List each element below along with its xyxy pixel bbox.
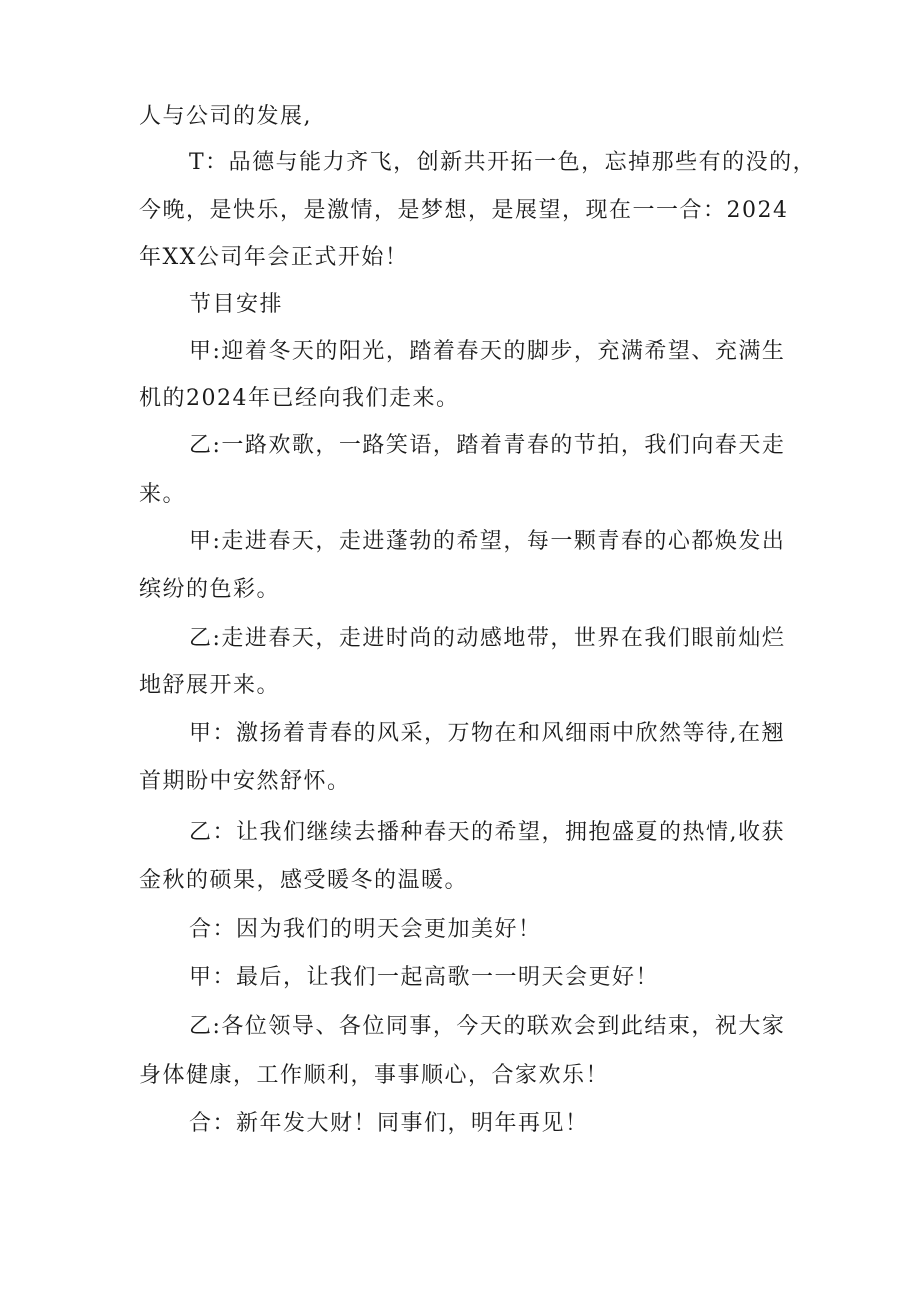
text-line: 今晚，是快乐，是激情，是梦想，是展望，现在一一合：2024 xyxy=(139,198,789,223)
text-line: 甲:迎着冬天的阳光，踏着春天的脚步，充满希望、充满生 xyxy=(189,339,786,364)
text-line: 首期盼中安然舒怀。 xyxy=(139,769,351,794)
text-line: 乙:走进春天，走进时尚的动感地带，世界在我们眼前灿烂 xyxy=(189,626,786,651)
text-line: 乙:一路欢歌，一路笑语，踏着青春的节拍，我们向春天走 xyxy=(189,433,786,458)
text-line: 乙：让我们继续去播种春天的希望，拥抱盛夏的热情,收获 xyxy=(189,820,785,845)
text-line: 合：因为我们的明天会更加美好！ xyxy=(189,917,542,942)
text-line: 年XX公司年会正式开始！ xyxy=(139,245,409,270)
text-line: 来。 xyxy=(139,482,187,507)
text-line: 地舒展开来。 xyxy=(139,673,281,698)
text-line: 身体健康，工作顺利，事事顺心，合家欢乐！ xyxy=(139,1063,610,1088)
text-line: 金秋的硕果，感受暖冬的温暖。 xyxy=(139,868,469,893)
text-line: 缤纷的色彩。 xyxy=(139,577,281,602)
text-line: 合：新年发大财！同事们，明年再见！ xyxy=(189,1111,589,1136)
text-line: 机的2024年已经向我们走来。 xyxy=(139,386,460,411)
section-heading: 节目安排 xyxy=(189,292,284,317)
text-line: 乙:各位领导、各位同事，今天的联欢会到此结束，祝大家 xyxy=(189,1014,786,1039)
text-line: 甲：最后，让我们一起高歌一一明天会更好！ xyxy=(189,965,660,990)
text-line: 甲：激扬着青春的风采，万物在和风细雨中欣然等待,在翘 xyxy=(189,721,785,746)
text-line: 人与公司的发展, xyxy=(139,104,312,129)
text-line: 甲:走进春天，走进蓬勃的希望，每一颗青春的心都焕发出 xyxy=(189,529,786,554)
text-line: T：品德与能力齐飞，创新共开拓一色，忘掉那些有的没的， xyxy=(189,150,817,175)
